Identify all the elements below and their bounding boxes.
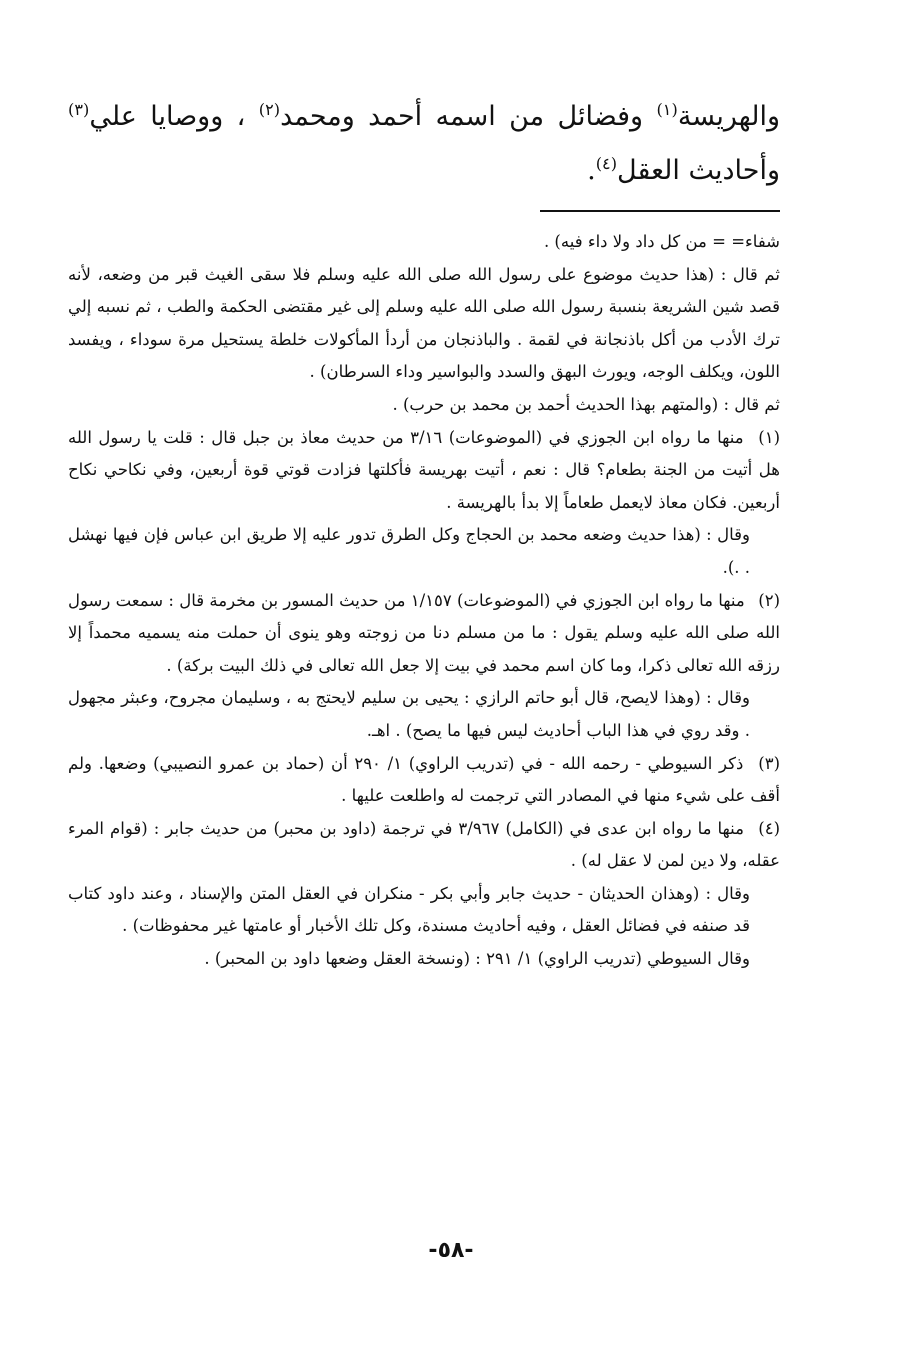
footnote-text: منها ما رواه ابن الجوزي في (الموضوعات) ١/١٥٧ من حديث المسور بن مخرمة قال : سمعت رسول الله صلى الله عليه وسلم يقول : ما من مسلم دنا من زوجته وهو ينوى أن حملت منه يسميه محمداً إلا رزقه الله تعالى ذكرا، وما كان اسم محمد في بيت إلا جعل الله تعالى في ذلك البيت بركة) . [68, 590, 780, 675]
footnote-paragraph: ثم قال : (هذا حديث موضوع على رسول الله صلى الله عليه وسلم فلا سقى الغيث قبر من وضعه، لأنه قصد شين الشريعة بنسبة رسول الله صلى الله عليه وسلم إلى غير مقتضى الحكمة والطب ، ثم نسبه إلي ترك الأدب من أكل باذنجانة في لقمة . والباذنجان من أردأ المأكولات خلطة يستحيل مرة سوداء ، ويفسد اللون، ويكلف الوجه، ويورث البهق والسدد والبواسير وداء السرطان) . [68, 264, 780, 382]
main-text-part: وأحاديث العقل [617, 155, 780, 186]
footnote-paragraph [68, 422, 780, 520]
footnote-paragraph [68, 585, 780, 683]
main-text [68, 90, 780, 198]
main-text-part: ، ووصايا علي [89, 101, 259, 132]
footnote-text: منها ما رواه ابن الجوزي في (الموضوعات) ٣/١٦ من حديث معاذ بن جبل قال : قلت يا رسول الله هل أتيت من الجنة بطعام؟ قال : نعم ، أتيت بهريسة فأكلتها فزادت قوتي قوة أربعين، وفي نكاحي نكاح أربعين. فكان معاذ لايعمل طعاماً إلا بدأ بالهريسة . [68, 427, 780, 512]
footnote-separator [540, 210, 780, 212]
footnote-text: منها ما رواه ابن عدى في (الكامل) ٣/٩٦٧ في ترجمة (داود بن محبر) من حديث جابر : (قوام المرء عقله، ولا دين لمن لا عقل له) . [68, 818, 780, 871]
page-number: -٥٨- [428, 1238, 474, 1263]
footnote-1 [68, 422, 780, 585]
footnote-number: (٣) [758, 753, 781, 773]
footnote-paragraph: ثم قال : (والمتهم بهذا الحديث أحمد بن محمد بن حرب) . [392, 394, 780, 414]
footnote-paragraph [68, 813, 780, 878]
footnote-marker: (٤) [595, 154, 618, 173]
main-text-part: والهريسة [677, 101, 780, 132]
footnote-marker: (٣) [68, 100, 90, 119]
footnote-paragraph [68, 748, 780, 813]
footnote-marker: (١) [656, 100, 678, 119]
footnote-number: (٤) [758, 818, 781, 838]
footnote-paragraph: وقال : (وهذا لايصح، قال أبو حاتم الرازي : يحيى بن سليم لايحتج به ، وسليمان مجروح، وعبثر مجهول . وقد روي في هذا الباب أحاديث ليس فيها ما يصح) . اهـ. [68, 688, 750, 740]
footnote-paragraph: وقال السيوطي (تدريب الراوي) ١/ ٢٩١ : (ونسخة العقل وضعها داود بن المحبر) . [204, 949, 750, 969]
footnote-text: ذكر السيوطي - رحمه الله - في (تدريب الراوي) ١/ ٢٩٠ أن (حماد بن عمرو النصيبي) وضعها. ولم أقف على شيء منها في المصادر التي ترجمت له واطلعت عليها . [68, 753, 780, 806]
footnote-2 [68, 585, 780, 748]
main-text-part: وفضائل من اسمه أحمد ومحمد [280, 101, 657, 132]
footnote-paragraph: شفاء= = من كل داد ولا داء فيه) . [543, 232, 780, 251]
footnotes [68, 226, 780, 976]
footnote-number: (٢) [758, 590, 781, 610]
footnote-number: (١) [758, 427, 780, 447]
footnote-paragraph: وقال : (وهذان الحديثان - حديث جابر وأبي بكر - منكران في العقل المتن والإسناد ، وعند داود كتاب قد صنفه في فضائل العقل ، وفيه أحاديث مسندة، وكل تلك الأخبار أو عامتها غير محفوظات) . [68, 883, 750, 936]
footnote-marker: (٢) [258, 100, 281, 119]
footnote-4 [68, 813, 780, 976]
page-body [68, 90, 780, 976]
footnote-paragraph: وقال : (هذا حديث وضعه محمد بن الحجاج وكل الطرق تدور عليه إلا طريق ابن عباس فإن فيها نهشل . .). [68, 525, 750, 577]
main-text-part: . [587, 155, 596, 186]
footnote-3 [68, 748, 780, 813]
footnote-continuation [68, 226, 780, 422]
